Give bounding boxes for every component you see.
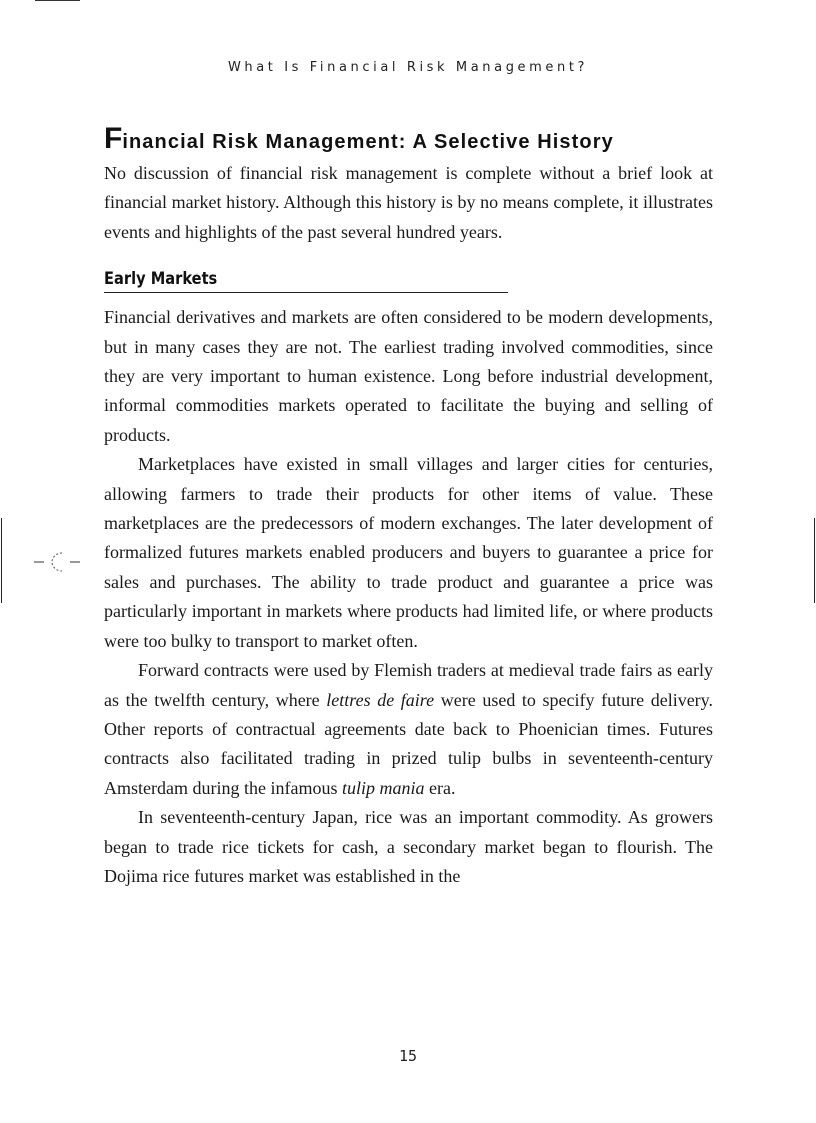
italic-term-lettres-de-faire: lettres de faire — [326, 689, 435, 710]
paragraph-3-part-a: Forward contracts were used by Flemish traders at medieval trade fairs as early as the twelfth century, where — [104, 660, 713, 710]
page-body — [104, 122, 713, 891]
paragraph-3-part-b: were used to specify future delivery. Other reports of contractual agreements date back to Phoenician times. Futures contracts also facilitated trading in prized tulip bulbs in seventeenth-century Amsterdam during the infamous — [104, 689, 714, 798]
paragraph-3-part-c: era. — [424, 777, 456, 798]
page-number: 15 — [398, 1047, 418, 1065]
right-crop-mark — [814, 518, 815, 603]
running-head: What Is Financial Risk Management? — [227, 60, 589, 75]
title-initial: F — [104, 122, 123, 155]
top-crop-rule — [35, 0, 80, 1]
paragraph-2: Marketplaces have existed in small villages and larger cities for centuries, allowing farmers to trade their products for other items of value. These marketplaces are the predecessors of modern exchanges. The later development of formalized futures markets enabled producers and buyers to guarantee a price for sales and purchases. The ability to trade product and guarantee a price was particularly important in markets where products had limited life, or where products were too bulky to transport to market often. — [104, 454, 713, 651]
spacer — [104, 247, 713, 268]
title-rest: inancial Risk Management: A Selective History — [122, 131, 614, 153]
paragraph-1: Financial derivatives and markets are often considered to be modern developments, but in many cases they are not. The earliest trading involved commodities, since they are very important to human existence. Long before industrial development, informal commodities markets operated to facilitate the buying and selling of products. — [104, 307, 713, 445]
paragraph-3 — [104, 656, 713, 803]
paragraph-4: In seventeenth-century Japan, rice was an important commodity. As growers began to trade rice tickets for cash, a secondary market began to flourish. The Dojima rice futures market was established in the — [104, 807, 713, 886]
left-crop-mark — [1, 518, 2, 603]
italic-term-tulip-mania: tulip mania — [341, 777, 425, 798]
subsection-rule — [104, 292, 508, 293]
subsection-title: Early Markets — [104, 269, 218, 290]
intro-paragraph: No discussion of financial risk management is complete without a brief look at financial market history. Although this history is by no means complete, it illustrates events and highlights of the past several hundred years. — [104, 163, 713, 242]
section-title — [104, 122, 713, 159]
registration-mark-icon — [32, 547, 82, 577]
